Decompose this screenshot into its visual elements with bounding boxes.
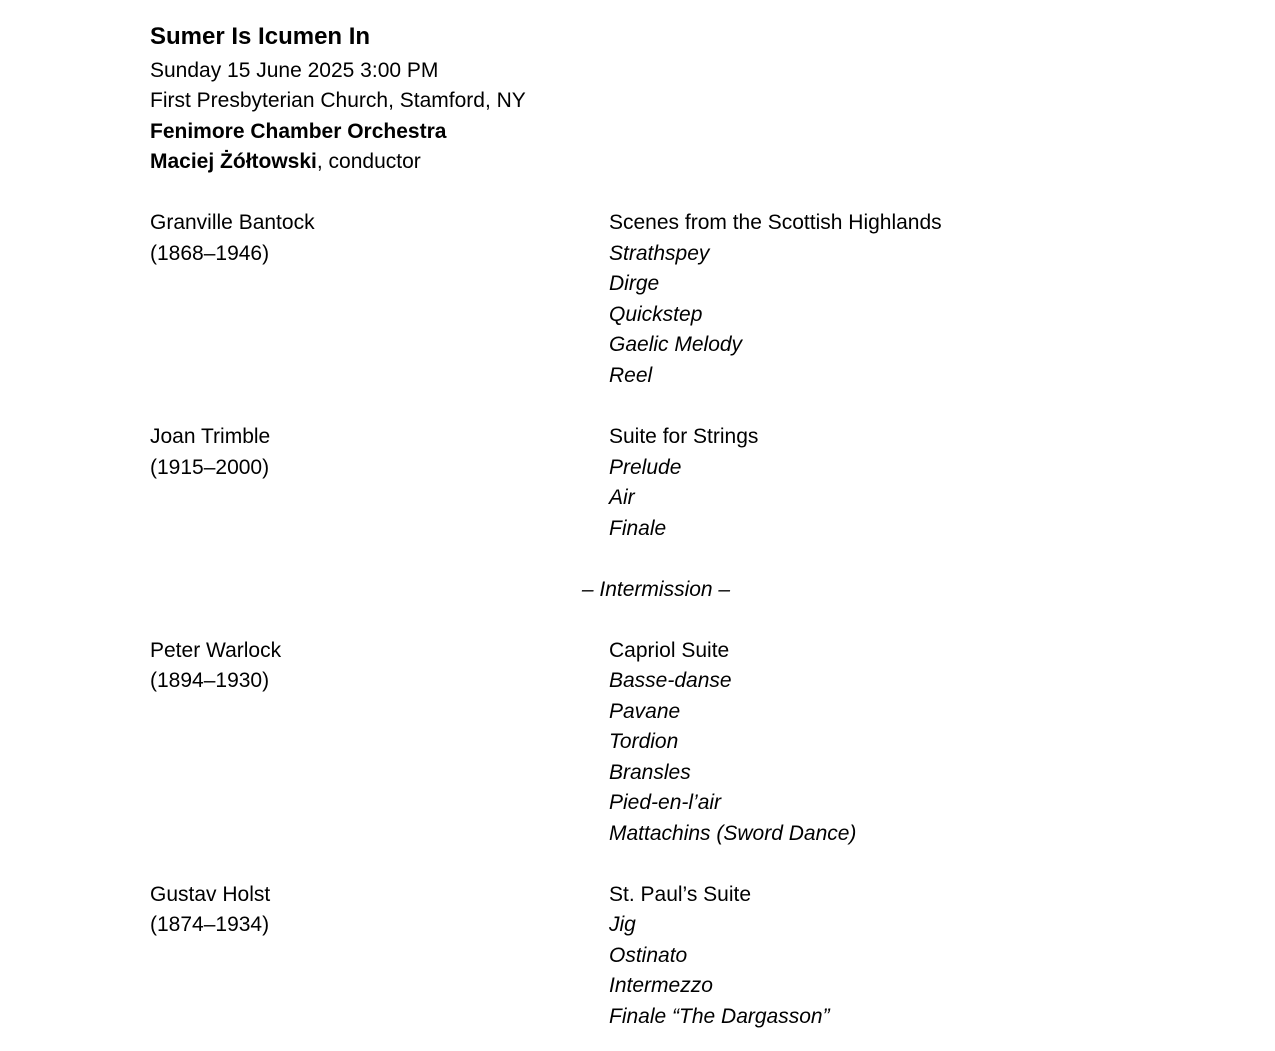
movement: Jig xyxy=(609,913,636,936)
composer-dates: (1868–1946) xyxy=(150,242,270,265)
movement: Pavane xyxy=(609,700,681,723)
composer-name: Joan Trimble xyxy=(150,425,271,448)
concert-datetime: Sunday 15 June 2025 3:00 PM xyxy=(150,59,439,82)
work-title: St. Paul’s Suite xyxy=(609,883,752,906)
movement: Finale xyxy=(609,517,667,540)
work-title: Scenes from the Scottish Highlands xyxy=(609,211,942,234)
concert-title: Sumer Is Icumen In xyxy=(150,23,371,50)
movement: Strathspey xyxy=(609,242,710,265)
composer-name: Peter Warlock xyxy=(150,639,282,662)
work-title: Capriol Suite xyxy=(609,639,730,662)
movement: Air xyxy=(609,486,635,509)
movement: Dirge xyxy=(609,272,660,295)
conductor-role: , conductor xyxy=(316,150,421,173)
movement: Gaelic Melody xyxy=(609,333,743,356)
movement: Reel xyxy=(609,364,653,387)
movement: Basse-danse xyxy=(609,669,732,692)
movement: Pied-en-l’air xyxy=(609,791,722,814)
ensemble-name: Fenimore Chamber Orchestra xyxy=(150,120,447,143)
composer-dates: (1874–1934) xyxy=(150,913,270,936)
conductor-line xyxy=(150,147,421,177)
movement: Quickstep xyxy=(609,303,703,326)
movement: Prelude xyxy=(609,456,682,479)
movement: Ostinato xyxy=(609,944,688,967)
movement: Bransles xyxy=(609,761,691,784)
movement: Mattachins (Sword Dance) xyxy=(609,822,857,845)
composer-dates: (1894–1930) xyxy=(150,669,270,692)
composer-name: Gustav Holst xyxy=(150,883,271,906)
intermission-label: – Intermission – xyxy=(581,578,731,601)
movement: Intermezzo xyxy=(609,974,713,997)
concert-venue: First Presbyterian Church, Stamford, NY xyxy=(150,89,526,112)
movement: Tordion xyxy=(609,730,679,753)
movement: Finale “The Dargasson” xyxy=(609,1005,830,1028)
composer-name: Granville Bantock xyxy=(150,211,315,234)
composer-dates: (1915–2000) xyxy=(150,456,270,479)
work-title: Suite for Strings xyxy=(609,425,759,448)
conductor-name: Maciej Żółtowski xyxy=(150,150,317,173)
